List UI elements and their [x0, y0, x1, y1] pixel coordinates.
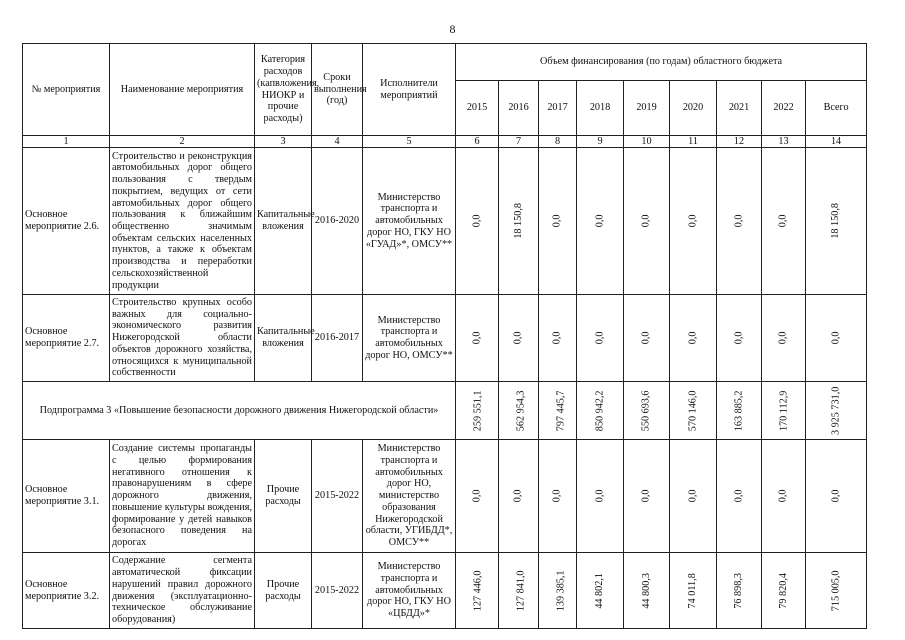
- measure-executors: Министерство транспорта и автомобильных дорог НО, ГКУ НО «ЦБДД»*: [363, 553, 456, 629]
- value-2019: 0,0: [640, 489, 652, 503]
- value-2017: 0,0: [551, 331, 563, 345]
- header-executors: Исполнители мероприятий: [363, 44, 456, 136]
- value-2020: 570 146,0: [687, 390, 699, 431]
- measure-name: Содержание сегмента автоматической фиксации нарушений правил дорожного движения (эксплуатационно-техническое обслуживание оборудования): [110, 553, 255, 629]
- value-cell: [577, 295, 624, 382]
- value-cell: [762, 148, 806, 295]
- measure-name: Строительство и реконструкция автомобильных дорог общего пользования с твердым покрытием, ведущих от сети автомобильных дорог общего пользования к ближайшим общественно значимым объектам сельских населенных пунктов, а также к объектам производства и переработки сельскохозяйственной продукции: [110, 148, 255, 295]
- measure-number: Основное мероприятие 3.2.: [23, 553, 110, 629]
- subprogram-title: Подпрограмма 3 «Повышение безопасности дорожного движения Нижегородской области»: [23, 382, 456, 440]
- measure-number: Основное мероприятие 3.1.: [23, 440, 110, 553]
- measure-name: Строительство крупных особо важных для социально-экономического развития Нижегородской области объектов дорожного хозяйства, относящихся к муниципальной собственности: [110, 295, 255, 382]
- value-cell: [717, 440, 762, 553]
- value-2021: 0,0: [733, 331, 745, 345]
- table-row: [23, 295, 867, 382]
- column-number: 8: [539, 136, 577, 148]
- value-cell: [499, 295, 539, 382]
- value-2015: 127 446,0: [472, 570, 484, 611]
- value-2022: 79 820,4: [777, 572, 789, 609]
- value-2019: 44 800,3: [640, 572, 652, 609]
- value-cell: [670, 295, 717, 382]
- measure-period: 2015-2022: [312, 553, 363, 629]
- column-number: 11: [670, 136, 717, 148]
- value-cell: [624, 148, 670, 295]
- header-year: 2017: [539, 81, 577, 136]
- value-cell: [539, 295, 577, 382]
- value-2015: 259 551,1: [472, 390, 484, 431]
- value-2022: 0,0: [777, 489, 789, 503]
- value-2016: 18 150,8: [512, 203, 524, 239]
- value-2018: 0,0: [594, 331, 606, 345]
- header-year: 2019: [624, 81, 670, 136]
- column-number: 13: [762, 136, 806, 148]
- value-2015: 0,0: [471, 214, 483, 228]
- value-cell: [624, 382, 670, 440]
- column-number: 3: [255, 136, 312, 148]
- value-2021: 76 898,3: [733, 572, 745, 609]
- value-cell: [806, 382, 867, 440]
- value-2018: 0,0: [594, 214, 606, 228]
- column-number: 1: [23, 136, 110, 148]
- value-2018: 0,0: [594, 489, 606, 503]
- value-2022: 0,0: [777, 214, 789, 228]
- value-cell: [539, 382, 577, 440]
- value-cell: [717, 553, 762, 629]
- funding-table: [22, 43, 867, 629]
- value-cell: [670, 553, 717, 629]
- value-cell: [456, 440, 499, 553]
- measure-period: 2015-2022: [312, 440, 363, 553]
- value-2019: 0,0: [640, 331, 652, 345]
- column-number: 12: [717, 136, 762, 148]
- table-row: [23, 553, 867, 629]
- header-total: Всего: [806, 81, 867, 136]
- value-2020: 74 011,8: [687, 572, 699, 609]
- header-year: 2018: [577, 81, 624, 136]
- value-cell: [670, 440, 717, 553]
- value-2017: 139 385,1: [555, 570, 567, 611]
- header-year: 2021: [717, 81, 762, 136]
- header-funding: Объем финансирования (по годам) областного бюджета: [456, 44, 867, 81]
- value-2015: 0,0: [471, 489, 483, 503]
- value-cell: [539, 440, 577, 553]
- value-cell: [499, 553, 539, 629]
- measure-executors: Министерство транспорта и автомобильных дорог НО, министерство образования Нижегородской области, УГИБДД*, ОМСУ**: [363, 440, 456, 553]
- value-2017: 0,0: [551, 489, 563, 503]
- column-number: 9: [577, 136, 624, 148]
- value-2015: 0,0: [471, 331, 483, 345]
- value-cell: [717, 148, 762, 295]
- value-cell: [670, 148, 717, 295]
- column-number: 5: [363, 136, 456, 148]
- header-num: № мероприятия: [23, 44, 110, 136]
- column-number: 2: [110, 136, 255, 148]
- value-cell: [670, 382, 717, 440]
- value-cell: [806, 295, 867, 382]
- value-cell: [577, 382, 624, 440]
- value-cell: [539, 553, 577, 629]
- value-2019: 0,0: [640, 214, 652, 228]
- page-number: 8: [449, 22, 456, 36]
- header-period: Сроки выполнения (год): [312, 44, 363, 136]
- value-cell: [762, 382, 806, 440]
- value-2021: 0,0: [733, 214, 745, 228]
- header-year: 2016: [499, 81, 539, 136]
- column-number: 14: [806, 136, 867, 148]
- value-2022: 0,0: [777, 331, 789, 345]
- value-2020: 0,0: [687, 331, 699, 345]
- value-cell: [456, 553, 499, 629]
- value-cell: [762, 440, 806, 553]
- header-year: 2020: [670, 81, 717, 136]
- value-cell: [624, 440, 670, 553]
- subprogram-row: [23, 382, 867, 440]
- measure-executors: Министерство транспорта и автомобильных дорог НО, ГКУ НО «ГУАД»*, ОМСУ**: [363, 148, 456, 295]
- value-cell: [577, 440, 624, 553]
- value-2017: 797 445,7: [555, 390, 567, 431]
- measure-period: 2016-2020: [312, 148, 363, 295]
- measure-period: 2016-2017: [312, 295, 363, 382]
- value-2016: 562 954,3: [515, 390, 527, 431]
- value-cell: [717, 295, 762, 382]
- column-number: 4: [312, 136, 363, 148]
- value-cell: [577, 553, 624, 629]
- value-cell: [456, 148, 499, 295]
- value-cell: [624, 295, 670, 382]
- value-cell: [717, 382, 762, 440]
- value-total: 0,0: [830, 489, 842, 503]
- value-total: 3 925 731,0: [830, 386, 842, 435]
- value-2021: 0,0: [733, 489, 745, 503]
- measure-name: Создание системы пропаганды с целью формирования негативного отношения к правонарушениям в сфере дорожного движения, повышение культуры вождения, формирование у детей навыков безопасного поведения на дорогах: [110, 440, 255, 553]
- measure-category: Капитальные вложения: [255, 148, 312, 295]
- value-cell: [762, 553, 806, 629]
- value-2018: 44 802,1: [594, 572, 606, 609]
- value-cell: [539, 148, 577, 295]
- header-name: Наименование мероприятия: [110, 44, 255, 136]
- value-cell: [624, 553, 670, 629]
- measure-category: Прочие расходы: [255, 553, 312, 629]
- value-cell: [499, 382, 539, 440]
- value-cell: [806, 440, 867, 553]
- measure-category: Прочие расходы: [255, 440, 312, 553]
- value-2020: 0,0: [687, 489, 699, 503]
- value-cell: [456, 295, 499, 382]
- value-2021: 163 885,2: [733, 390, 745, 431]
- value-2017: 0,0: [551, 214, 563, 228]
- measure-number: Основное мероприятие 2.6.: [23, 148, 110, 295]
- column-number: 10: [624, 136, 670, 148]
- value-total: 18 150,8: [830, 203, 842, 239]
- measure-executors: Министерство транспорта и автомобильных дорог НО, ОМСУ**: [363, 295, 456, 382]
- value-2022: 170 112,9: [778, 390, 790, 431]
- value-2020: 0,0: [687, 214, 699, 228]
- value-cell: [806, 148, 867, 295]
- value-2016: 127 841,0: [515, 570, 527, 611]
- header-year: 2015: [456, 81, 499, 136]
- value-cell: [499, 440, 539, 553]
- value-2016: 0,0: [512, 331, 524, 345]
- value-total: 715 005,0: [830, 570, 842, 611]
- value-2016: 0,0: [512, 489, 524, 503]
- header-year: 2022: [762, 81, 806, 136]
- value-2019: 550 693,6: [640, 390, 652, 431]
- header-category: Категория расходов (капвложения, НИОКР и прочие расходы): [255, 44, 312, 136]
- table-row: [23, 148, 867, 295]
- measure-category: Капитальные вложения: [255, 295, 312, 382]
- value-cell: [762, 295, 806, 382]
- value-cell: [456, 382, 499, 440]
- value-total: 0,0: [830, 331, 842, 345]
- column-number: 6: [456, 136, 499, 148]
- value-2018: 850 942,2: [594, 390, 606, 431]
- value-cell: [577, 148, 624, 295]
- value-cell: [499, 148, 539, 295]
- column-number: 7: [499, 136, 539, 148]
- value-cell: [806, 553, 867, 629]
- table-row: [23, 440, 867, 553]
- measure-number: Основное мероприятие 2.7.: [23, 295, 110, 382]
